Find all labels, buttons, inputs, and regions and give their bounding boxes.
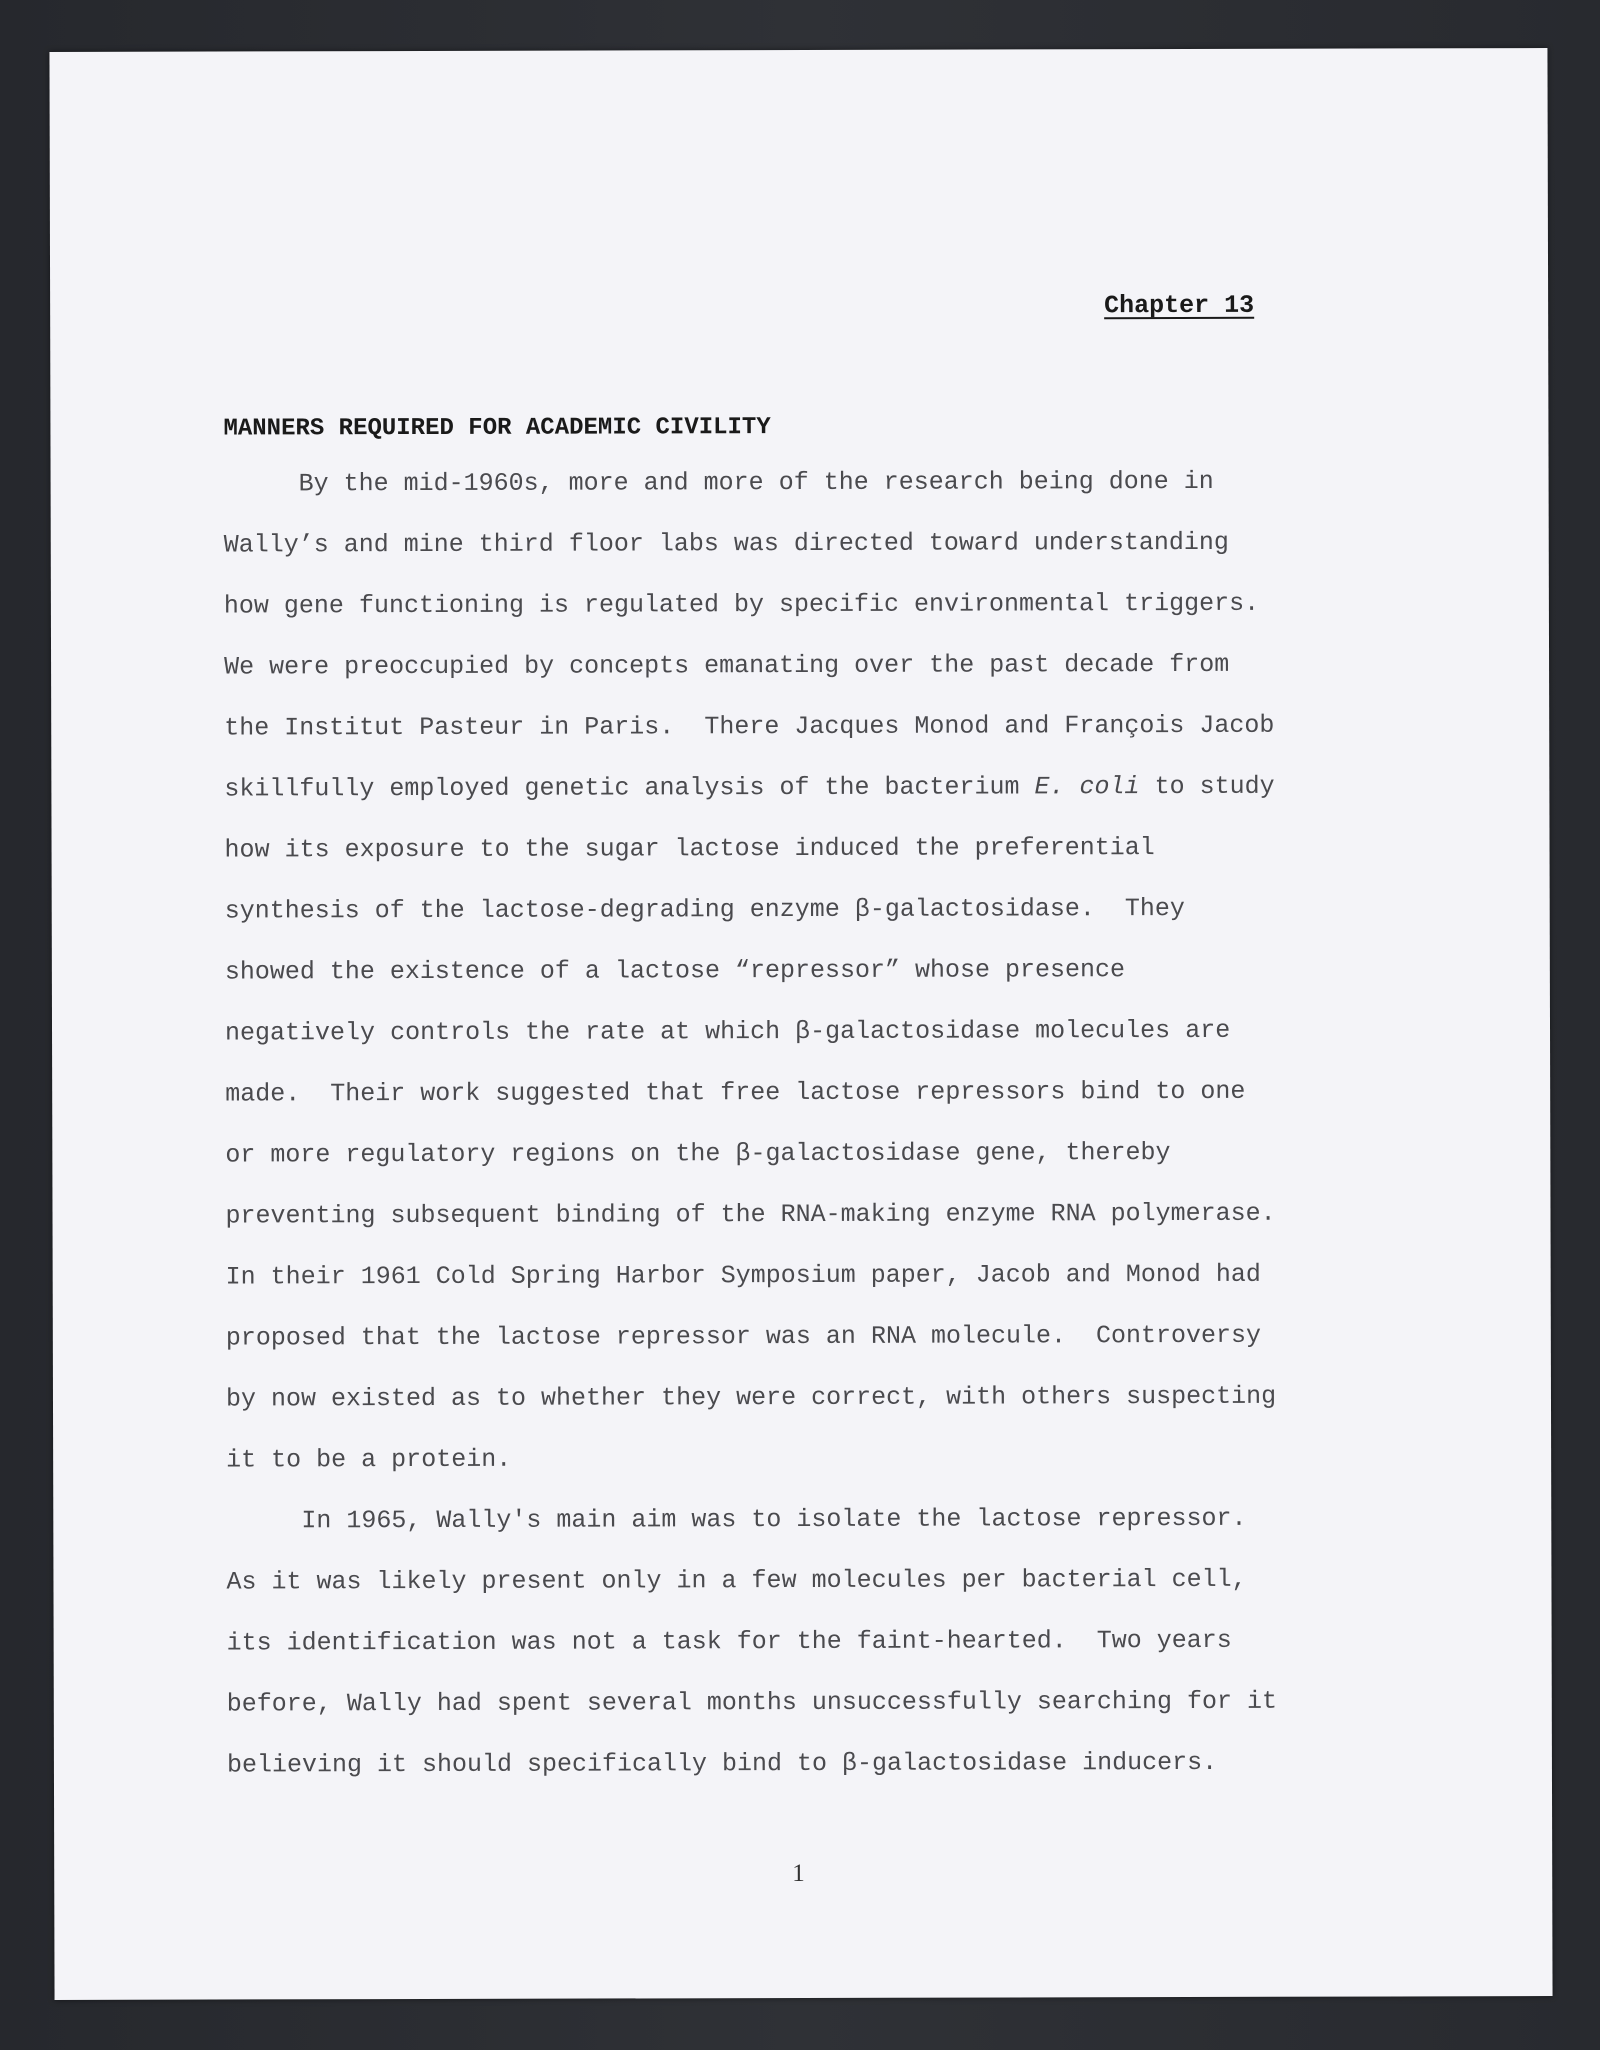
text-line: proposed that the lactose repressor was an RNA molecule. Controversy bbox=[225, 1320, 1262, 1353]
text-line: or more regulatory regions on the β-galactosidase gene, thereby bbox=[225, 1138, 1171, 1170]
section-heading: MANNERS REQUIRED FOR ACADEMIC CIVILITY bbox=[223, 414, 771, 443]
text-line: the Institut Pasteur in Paris. There Jacques Monod and François Jacob bbox=[224, 710, 1275, 743]
chapter-label: Chapter 13 bbox=[1104, 290, 1255, 321]
text-line: showed the existence of a lactose “repressor” whose presence bbox=[224, 955, 1126, 987]
text-line: by now existed as to whether they were correct, with others suspecting bbox=[225, 1381, 1277, 1414]
body-text bbox=[224, 450, 1388, 1795]
text-line: negatively controls the rate at which β-galactosidase molecules are bbox=[224, 1015, 1231, 1048]
document-page bbox=[49, 48, 1552, 2000]
text-line: In their 1961 Cold Spring Harbor Symposium paper, Jacob and Monod had bbox=[225, 1259, 1261, 1292]
text-line: By the mid-1960s, more and more of the research being done in bbox=[223, 466, 1214, 499]
text-line: skillfully employed genetic analysis of the bacterium E. coli to study bbox=[224, 771, 1275, 804]
text-line: Wally’s and mine third floor labs was directed toward understanding bbox=[223, 527, 1229, 560]
text-line: We were preoccupied by concepts emanating over the past decade from bbox=[224, 649, 1230, 682]
text-line: preventing subsequent binding of the RNA-making enzyme RNA polymerase. bbox=[225, 1198, 1276, 1231]
text-line: how gene functioning is regulated by specific environmental triggers. bbox=[223, 588, 1260, 621]
page-number: 1 bbox=[792, 1859, 805, 1888]
text-line: before, Wally had spent several months unsuccessfully searching for it bbox=[226, 1686, 1277, 1719]
text-line: it to be a protein. bbox=[226, 1444, 512, 1475]
text-line: As it was likely present only in a few molecules per bacterial cell, bbox=[226, 1564, 1247, 1597]
text-line: synthesis of the lactose-degrading enzyme β-galactosidase. They bbox=[224, 893, 1185, 926]
text-line: its identification was not a task for the faint-hearted. Two years bbox=[226, 1625, 1232, 1658]
text-line: In 1965, Wally's main aim was to isolate the lactose repressor. bbox=[226, 1503, 1247, 1536]
text-line: believing it should specifically bind to β-galactosidase inducers. bbox=[226, 1747, 1218, 1780]
text-line: how its exposure to the sugar lactose induced the preferential bbox=[224, 833, 1155, 865]
text-line: made. Their work suggested that free lactose repressors bind to one bbox=[225, 1076, 1246, 1109]
